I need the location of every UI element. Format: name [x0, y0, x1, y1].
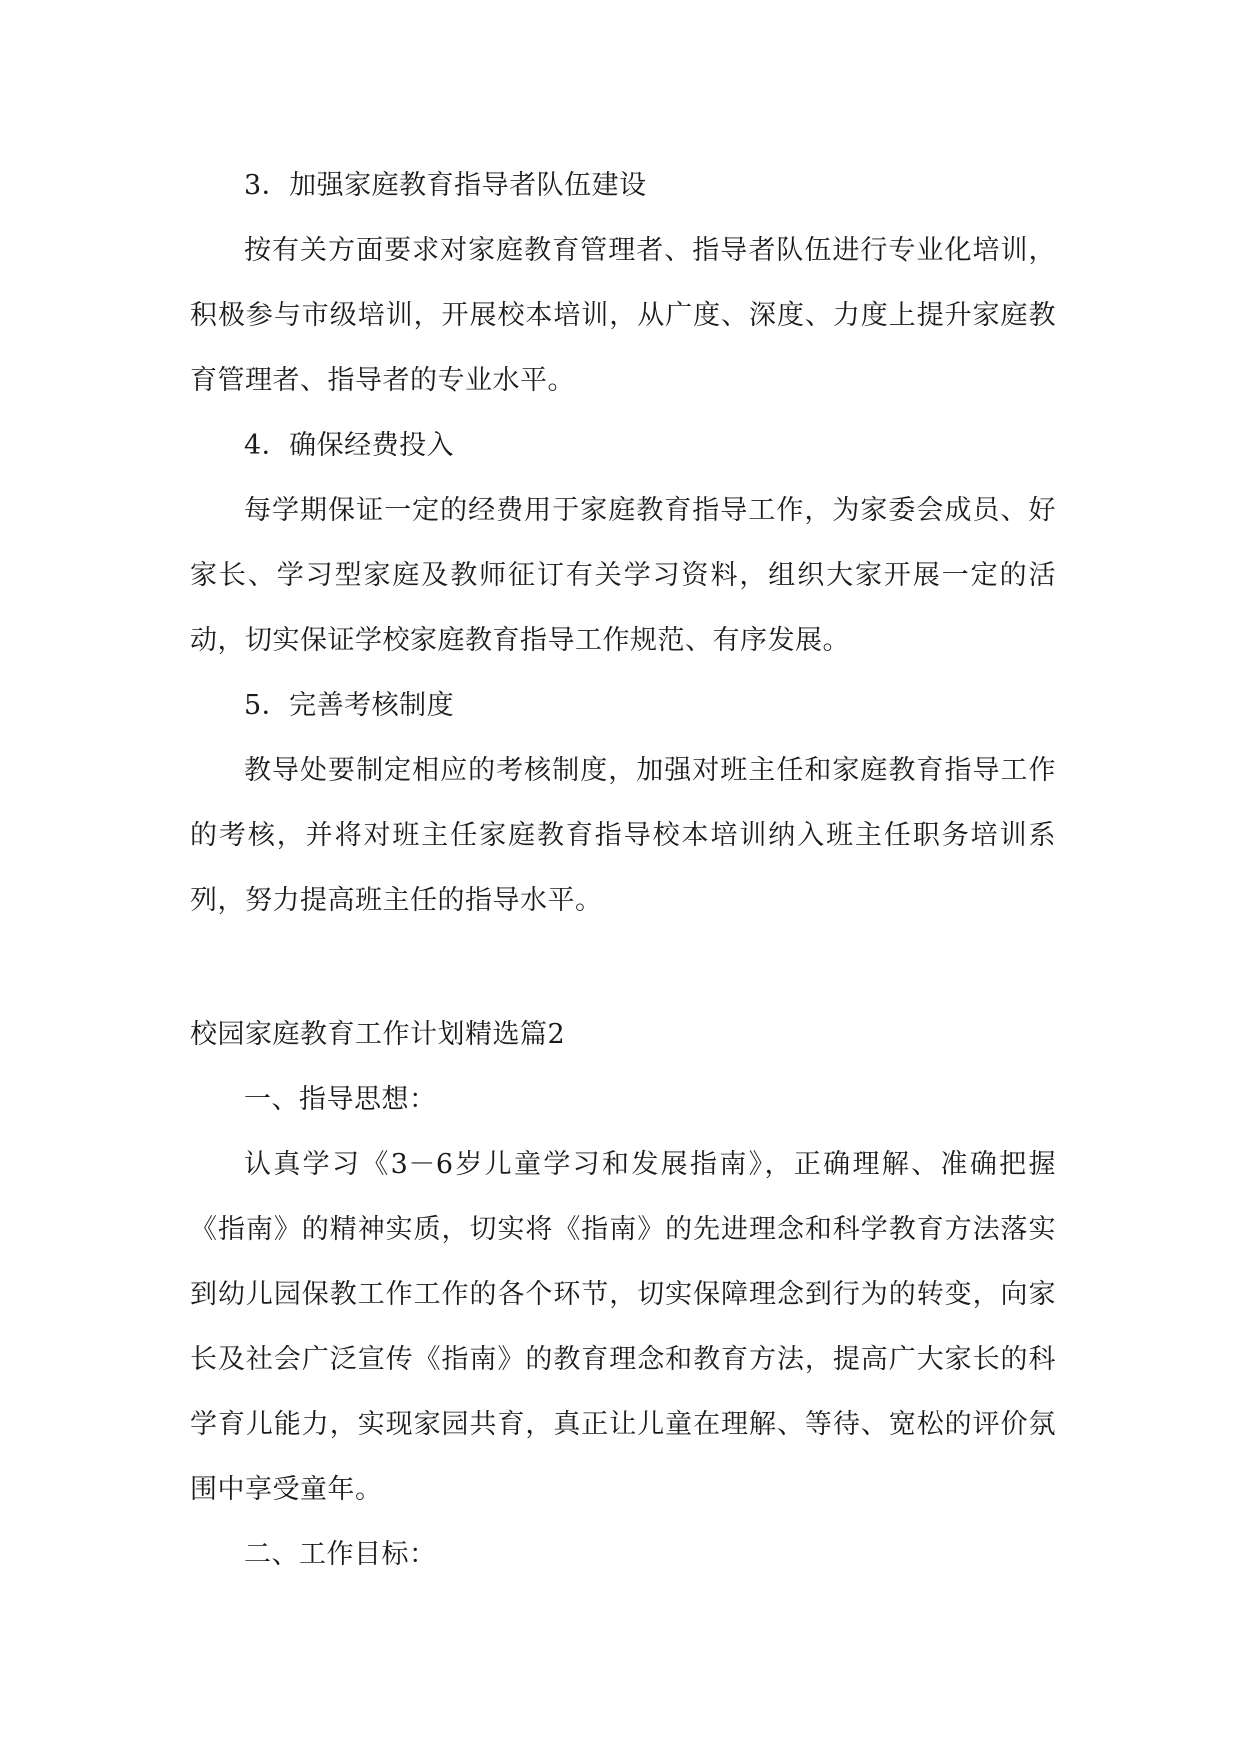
section-title-plan-2: 校园家庭教育工作计划精选篇2	[190, 1019, 566, 1050]
subheading-work-goals: 二、工作目标：	[244, 1539, 437, 1570]
subheading-guiding-idea: 一、指导思想：	[244, 1084, 437, 1115]
subheading-5-assessment: 5．完善考核制度	[244, 690, 455, 721]
document-body	[190, 153, 1056, 1587]
subheading-4-funding: 4．确保经费投入	[244, 430, 455, 461]
section-spacer	[190, 933, 1056, 1002]
subheading-3-teacher-team: 3．加强家庭教育指导者队伍建设	[244, 170, 647, 201]
paragraph-funding: 每学期保证一定的经费用于家庭教育指导工作，为家委会成员、好家长、学习型家庭及教师征订有关学习资料，组织大家开展一定的活动，切实保证学校家庭教育指导工作规范、有序发展。	[190, 495, 1056, 656]
paragraph-assessment: 教导处要制定相应的考核制度，加强对班主任和家庭教育指导工作的考核，并将对班主任家庭教育指导校本培训纳入班主任职务培训系列，努力提高班主任的指导水平。	[190, 755, 1056, 916]
paragraph-guiding-idea: 认真学习《3－6岁儿童学习和发展指南》，正确理解、准确把握《指南》的精神实质，切实将《指南》的先进理念和科学教育方法落实到幼儿园保教工作工作的各个环节，切实保障理念到行为的转变，向家长及社会广泛宣传《指南》的教育理念和教育方法，提高广大家长的科学育儿能力，实现家园共育，真正让儿童在理解、等待、宽松的评价氛围中享受童年。	[190, 1149, 1056, 1505]
paragraph-teacher-team: 按有关方面要求对家庭教育管理者、指导者队伍进行专业化培训，积极参与市级培训，开展校本培训，从广度、深度、力度上提升家庭教育管理者、指导者的专业水平。	[190, 235, 1056, 396]
